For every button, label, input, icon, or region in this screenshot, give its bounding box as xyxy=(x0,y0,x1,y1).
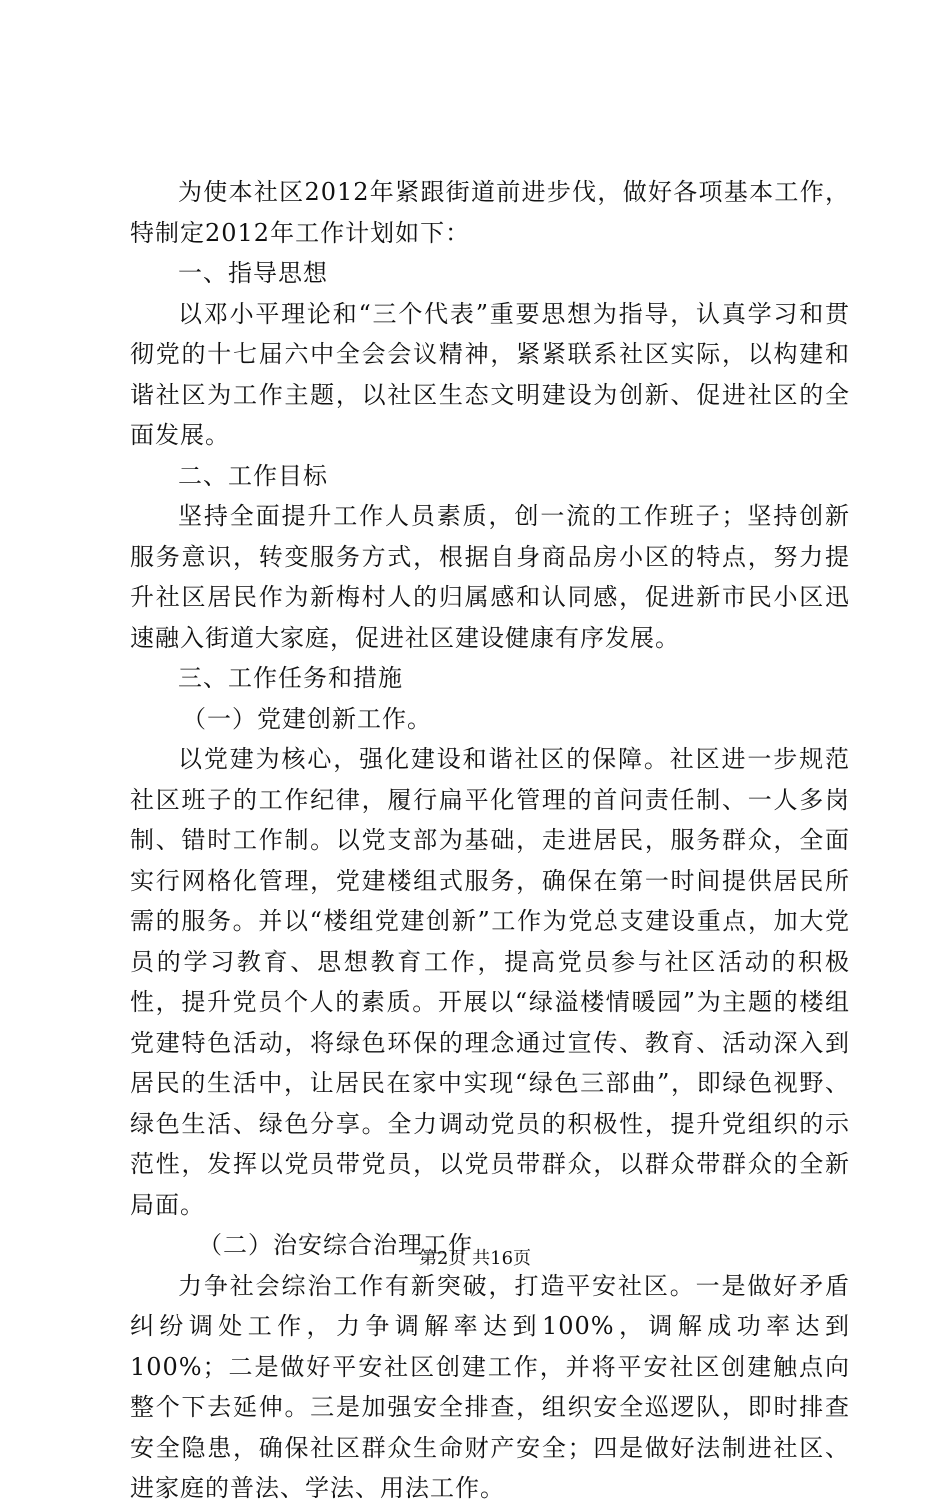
section-heading-guiding-thought: 一、指导思想 xyxy=(178,259,328,287)
section-heading-tasks-measures: 三、工作任务和措施 xyxy=(178,664,403,692)
document-body xyxy=(130,172,850,1509)
subsection-heading-public-security: （二）治安综合治理工作 xyxy=(198,1231,473,1259)
work-goals-paragraph: 坚持全面提升工作人员素质，创一流的工作班子；坚持创新服务意识，转变服务方式，根据自身商品房小区的特点，努力提升社区居民作为新梅村人的归属感和认同感，促进新市民小区迅速融入街道大家庭，促进社区建设健康有序发展。 xyxy=(130,502,850,652)
intro-paragraph: 为使本社区2012年紧跟街道前进步伐，做好各项基本工作，特制定2012年工作计划如下： xyxy=(130,178,850,247)
public-security-paragraph: 力争社会综治工作有新突破，打造平安社区。一是做好矛盾纠纷调处工作，力争调解率达到100%，调解成功率达到100%；二是做好平安社区创建工作，并将平安社区创建触点向整个下去延伸。三是加强安全排查，组织安全巡逻队，即时排查安全隐患，确保社区群众生命财产安全；四是做好法制进社区、进家庭的普法、学法、用法工作。 xyxy=(130,1271,850,1502)
guiding-thought-paragraph: 以邓小平理论和“三个代表”重要思想为指导，认真学习和贯彻党的十七届六中全会会议精神，紧紧联系社区实际，以构建和谐社区为工作主题，以社区生态文明建设为创新、促进社区的全面发展。 xyxy=(130,299,850,449)
section-heading-work-goals: 二、工作目标 xyxy=(178,461,328,490)
page-number-footer: 第2页 共16页 xyxy=(418,1248,532,1269)
subsection-heading-party-building: （一）党建创新工作。 xyxy=(182,704,432,733)
party-building-paragraph: 以党建为核心，强化建设和谐社区的保障。社区进一步规范社区班子的工作纪律，履行扁平化管理的首问责任制、一人多岗制、错时工作制。以党支部为基础，走进居民，服务群众，全面实行网格化管理，党建楼组式服务，确保在第一时间提供居民所需的服务。并以“楼组党建创新”工作为党总支建设重点，加大党员的学习教育、思想教育工作，提高党员参与社区活动的积极性，提升党员个人的素质。开展以“绿溢楼情暖园”为主题的楼组党建特色活动，将绿色环保的理念通过宣传、教育、活动深入到居民的生活中，让居民在家中实现“绿色三部曲”，即绿色视野、绿色生活、绿色分享。全力调动党员的积极性，提升党组织的示范性，发挥以党员带党员，以党员带群众，以群众带群众的全新局面。 xyxy=(130,745,850,1219)
